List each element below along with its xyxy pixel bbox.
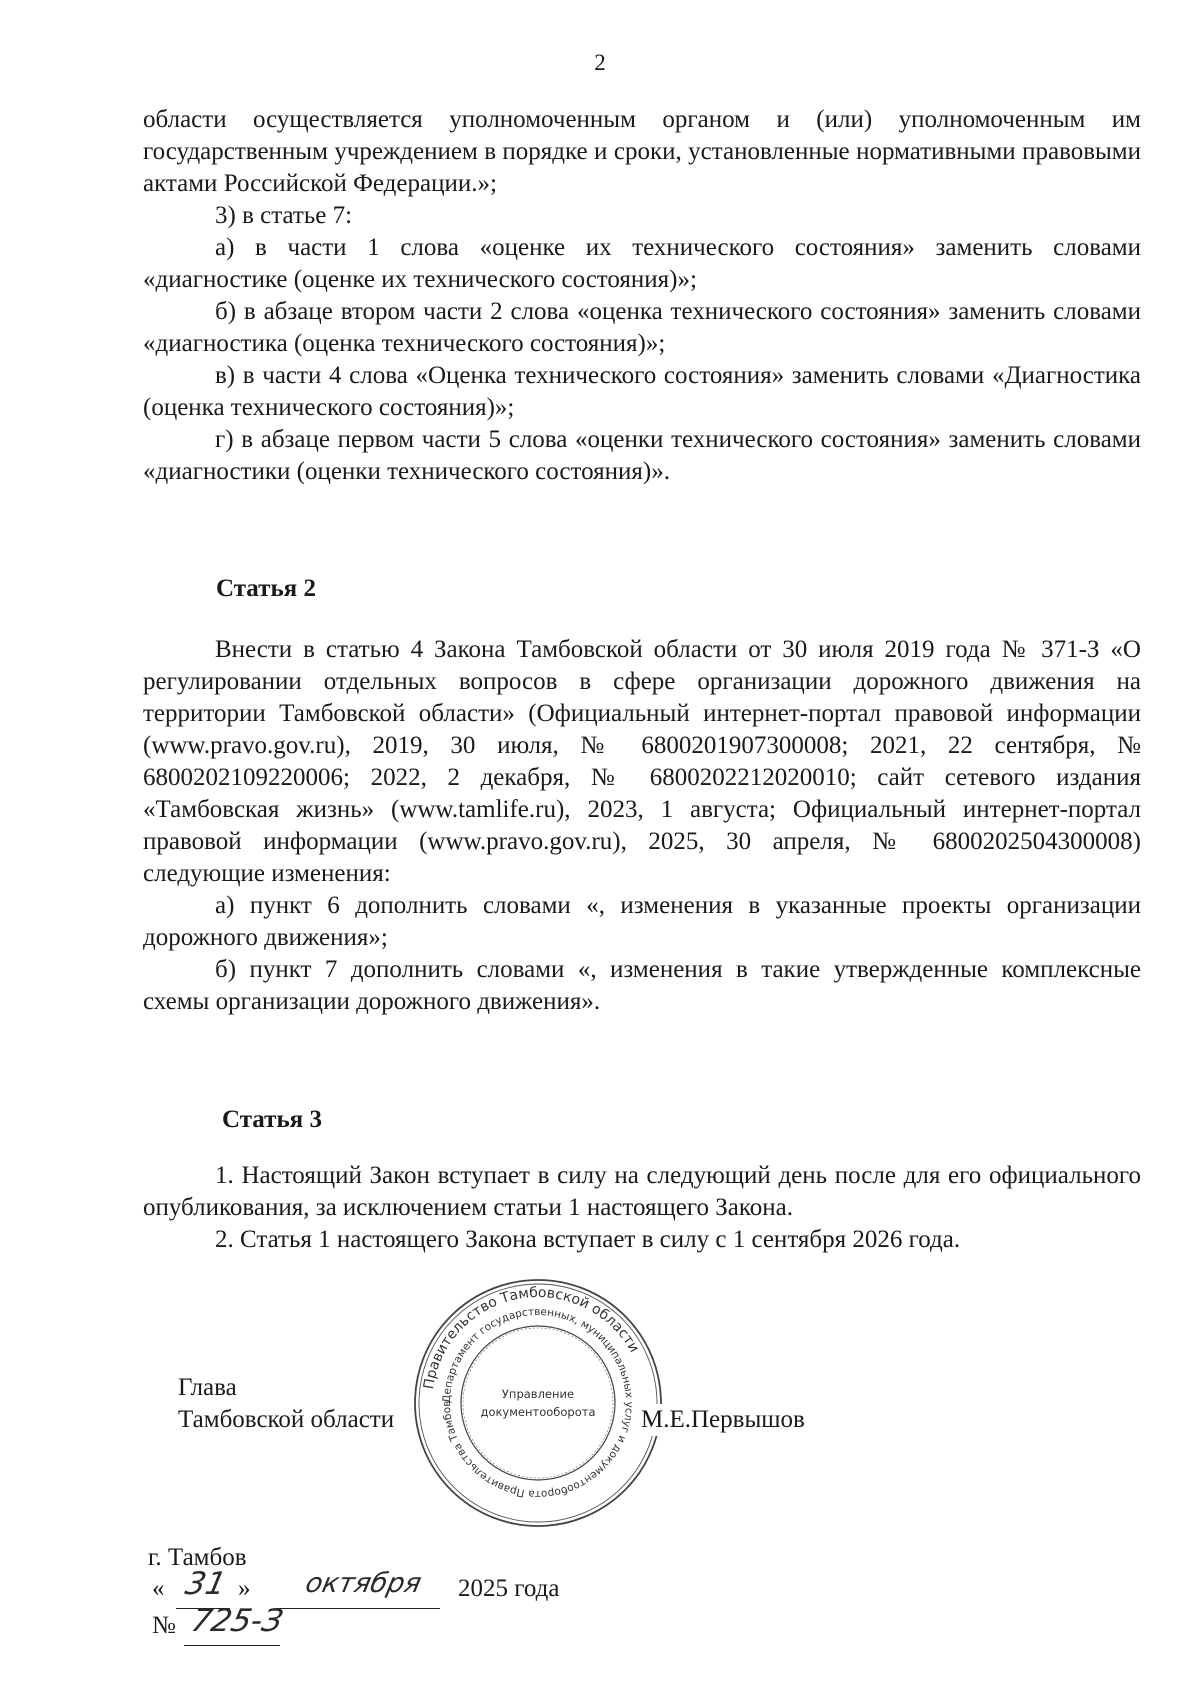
paragraph: а) пункт 6 дополнить словами «, изменения в указанные проекты организации дорожного движения»; [143,892,1141,951]
paragraph: 1. Настоящий Закон вступает в силу на следующий день после для его официального опубликования, за исключением статьи 1 настоящего Закона. [143,1162,1141,1221]
seal-center-line2: документооборота [480,1405,596,1419]
date-close-quote: » [238,1575,251,1602]
signature-title [178,1372,394,1436]
article3-heading: Статья 3 [222,1106,322,1133]
article2-body [143,634,1141,1018]
paragraph: а) в части 1 слова «оценке их технического состояния» заменить словами «диагностике (оценке их технического состояния)»; [143,234,1141,293]
seal-center-line1: Управление [501,1387,575,1401]
date-open-quote: « [152,1575,165,1602]
seal-outer-text: Правительство Тамбовской области [420,1284,643,1391]
paragraph: б) в абзаце втором части 2 слова «оценка технического состояния» заменить словами «диагностика (оценка технического состояния)»; [143,298,1141,357]
month-underline [278,1608,440,1609]
paragraph: области осуществляется уполномоченным органом и (или) уполномоченным им государственным учреждением в порядке и сроки, установленные нормативными правовыми актами Российской Федерации.»; [143,106,1141,197]
date-year: 2025 года [458,1575,560,1602]
handwritten-month: октября [302,1568,425,1599]
city: г. Тамбов [148,1544,247,1571]
seal-mid-text: Департамент государственных, муниципальных услуг и документооборота Правительства Тамбов [440,1305,636,1501]
handwritten-number: 725-З [188,1603,287,1639]
article2-heading: Статья 2 [216,575,316,602]
official-seal [412,1277,664,1529]
paragraph: Внести в статью 4 Закона Тамбовской области от 30 июля 2019 года № 371-З «О регулировании отдельных вопросов в сфере организации дорожного движения на территории Тамбовской области» (Официальный интернет-портал правовой информации (www.pravo.gov.ru), 2019, 30 июля, № 6800201907300008; 2021, 22 сентября, № 6800202109220006; 2022, 2 декабря, № 6800202212020010; сайт сетевого издания «Тамбовская жизнь» (www.tamlife.ru), 2023, 1 августа; Официальный интернет-портал правовой информации (www.pravo.gov.ru), 2025, 30 апреля, № 6800202504300008) следующие изменения: [143,636,1141,887]
paragraph: 3) в статье 7: [215,202,353,229]
signature-title-line1: Глава [178,1374,237,1401]
signatory-name: М.Е.Первышов [637,1404,805,1436]
article3-body [143,1160,1141,1256]
handwritten-day: 31 [182,1566,230,1602]
paragraph: б) пункт 7 дополнить словами «, изменения в такие утвержденные комплексные схемы организации дорожного движения». [143,956,1141,1015]
paragraph: г) в абзаце первом части 5 слова «оценки технического состояния» заменить словами «диагностики (оценки технического состояния)». [143,426,1141,485]
number-underline [184,1645,280,1646]
page-number: 2 [594,50,606,75]
article1-continuation [143,104,1141,488]
paragraph: 2. Статья 1 настоящего Закона вступает в силу с 1 сентября 2026 года. [215,1226,961,1253]
seal-graphic [412,1277,664,1529]
paragraph: в) в части 4 слова «Оценка технического состояния» заменить словами «Диагностика (оценка технического состояния)»; [143,362,1141,421]
number-label: № [152,1612,176,1639]
signature-title-line2: Тамбовской области [178,1406,395,1433]
